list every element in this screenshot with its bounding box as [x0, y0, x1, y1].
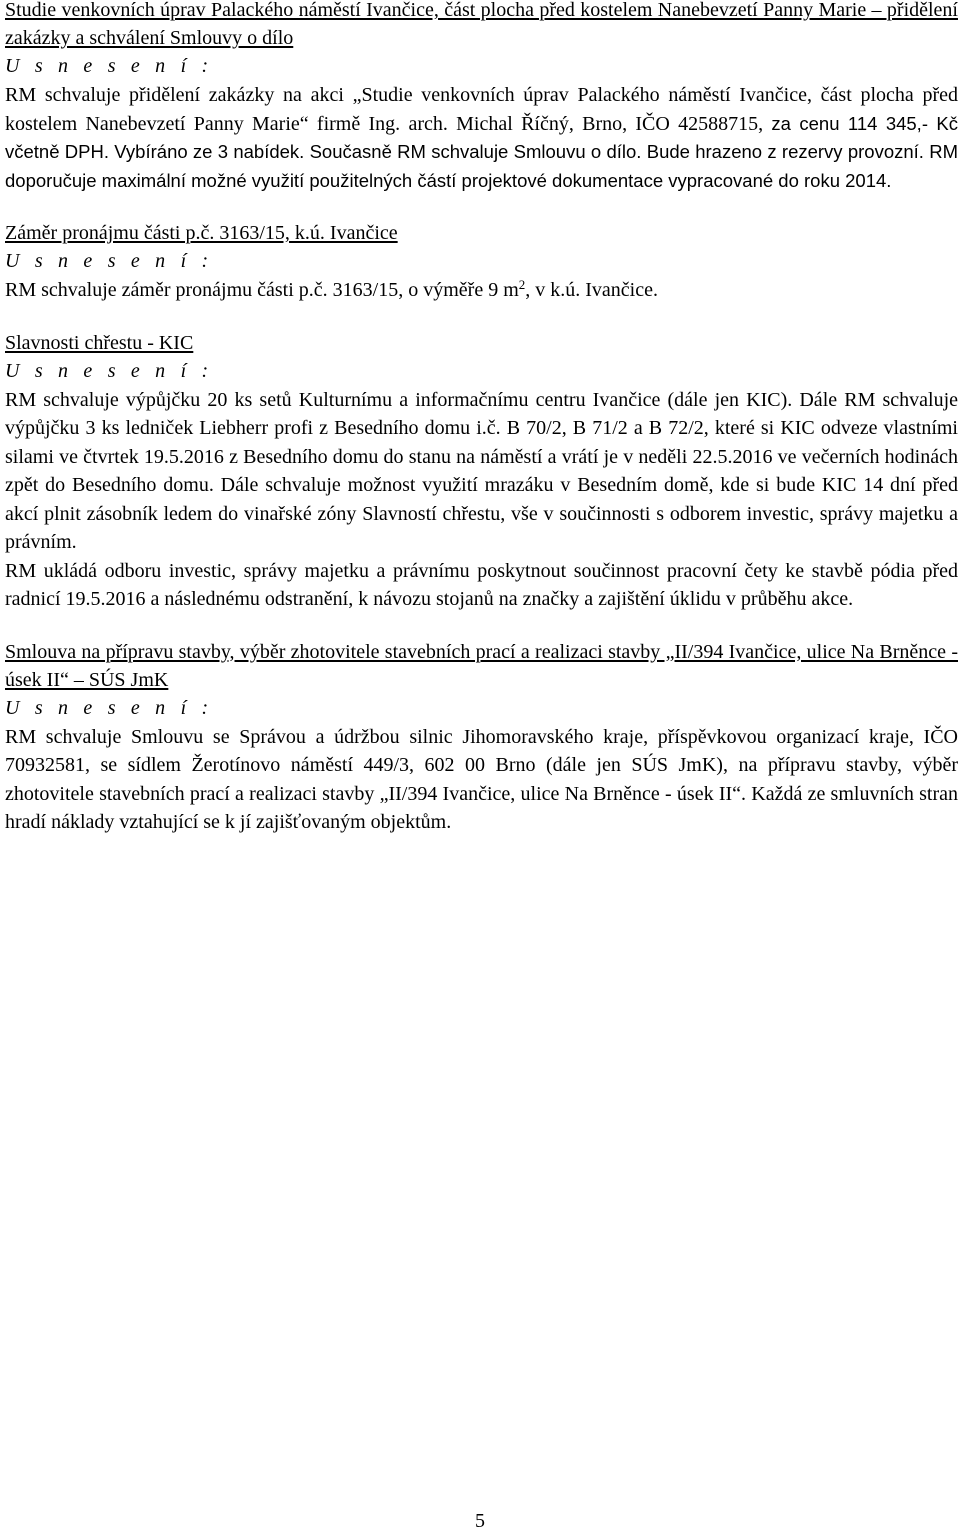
resolution-text: [5, 81, 958, 195]
resolution-text-end: , v k.ú. Ivančice.: [525, 279, 658, 301]
superscript: 2: [518, 277, 526, 292]
page-number: 5: [475, 1510, 485, 1532]
resolution-label: U s n e s e n í :: [5, 250, 214, 272]
resolution-label: U s n e s e n í :: [5, 359, 214, 382]
resolution-text-main: RM schvaluje záměr pronájmu části p.č. 3163/15, o výměře 9 m: [5, 279, 519, 301]
section-heading: Studie venkovních úprav Palackého náměstí Ivančice, část plocha před kostelem Nanebevzetí Panny Marie – přidělení zakázky a schválení Smlouvy o dílo: [5, 0, 958, 49]
document-page: [5, 0, 958, 837]
resolution-text-serif: RM schvaluje přidělení zakázky na akci „Studie venkovních úprav Palackého náměstí Ivančice, část plocha před kostelem Nanebevzetí Panny Marie“ firmě Ing. arch. Michal Říčný, Brno, IČO 42588715,: [5, 84, 958, 135]
resolution-paragraph: RM schvaluje výpůjčku 20 ks setů Kulturnímu a informačnímu centru Ivančice (dále jen KIC). Dále RM schvaluje výpůjčku 3 ks ledniček Liebherr profi z Besedního domu i.č. B 70/2, B 71/2 a B 72/2, které si KIC odveze vlastními silami ve čtvrtek 19.5.2016 z Besedního domu do stanu na náměstí a vrátí je v neděli 22.5.2016 ve večerních hodinách zpět do Besedního domu. Dále schvaluje možnost využití mrazáku v Besedním domě, kde si bude KIC 14 dní před akcí plnit zásobník ledem do vinařské zóny Slavností chřestu, vše v součinnosti s odborem investic, správy majetku a právním.: [5, 388, 958, 553]
section-heading: Slavnosti chřestu - KIC: [5, 331, 194, 354]
resolution-text-sans: za cenu 114 345,- Kč včetně DPH. Vybíráno ze 3 nabídek. Současně RM schvaluje Smlouvu o dílo. Bude hrazeno z rezervy provozní. RM doporučuje maximální možné využití použitelných částí projektové dokumentace vypracované do roku 2014.: [5, 112, 958, 191]
resolution-text: [5, 276, 958, 305]
section-heading: Záměr pronájmu části p.č. 3163/15, k.ú. Ivančice: [5, 222, 398, 244]
section-slavnosti-chrestu: [5, 329, 958, 614]
section-studie: [5, 0, 958, 195]
resolution-label: U s n e s e n í :: [5, 696, 214, 719]
section-zamer-pronajmu: [5, 219, 958, 305]
section-heading: Smlouva na přípravu stavby, výběr zhotovitele stavebních prací a realizaci stavby „II/394 Ivančice, ulice Na Brněnce - úsek II“ – SÚS JmK: [5, 640, 958, 691]
resolution-paragraph: RM ukládá odboru investic, správy majetku a právnímu poskytnout součinnost pracovní čety ke stavbě pódia před radnicí 19.5.2016 a následnému odstranění, k návozu stojanů na značky a zajištění úklidu v průběhu akce.: [5, 559, 958, 610]
resolution-label: U s n e s e n í :: [5, 55, 214, 77]
resolution-paragraph: RM schvaluje Smlouvu se Správou a údržbou silnic Jihomoravského kraje, příspěvkovou organizací kraje, IČO 70932581, se sídlem Žerotínovo náměstí 449/3, 602 00 Brno (dále jen SÚS JmK), na přípravu stavby, výběr zhotovitele stavebních prací a realizaci stavby „II/394 Ivančice, ulice Na Brněnce - úsek II“. Každá ze smluvních stran hradí náklady vztahující se k jí zajišťovaným objektům.: [5, 725, 958, 833]
section-smlouva-sus: [5, 638, 958, 837]
